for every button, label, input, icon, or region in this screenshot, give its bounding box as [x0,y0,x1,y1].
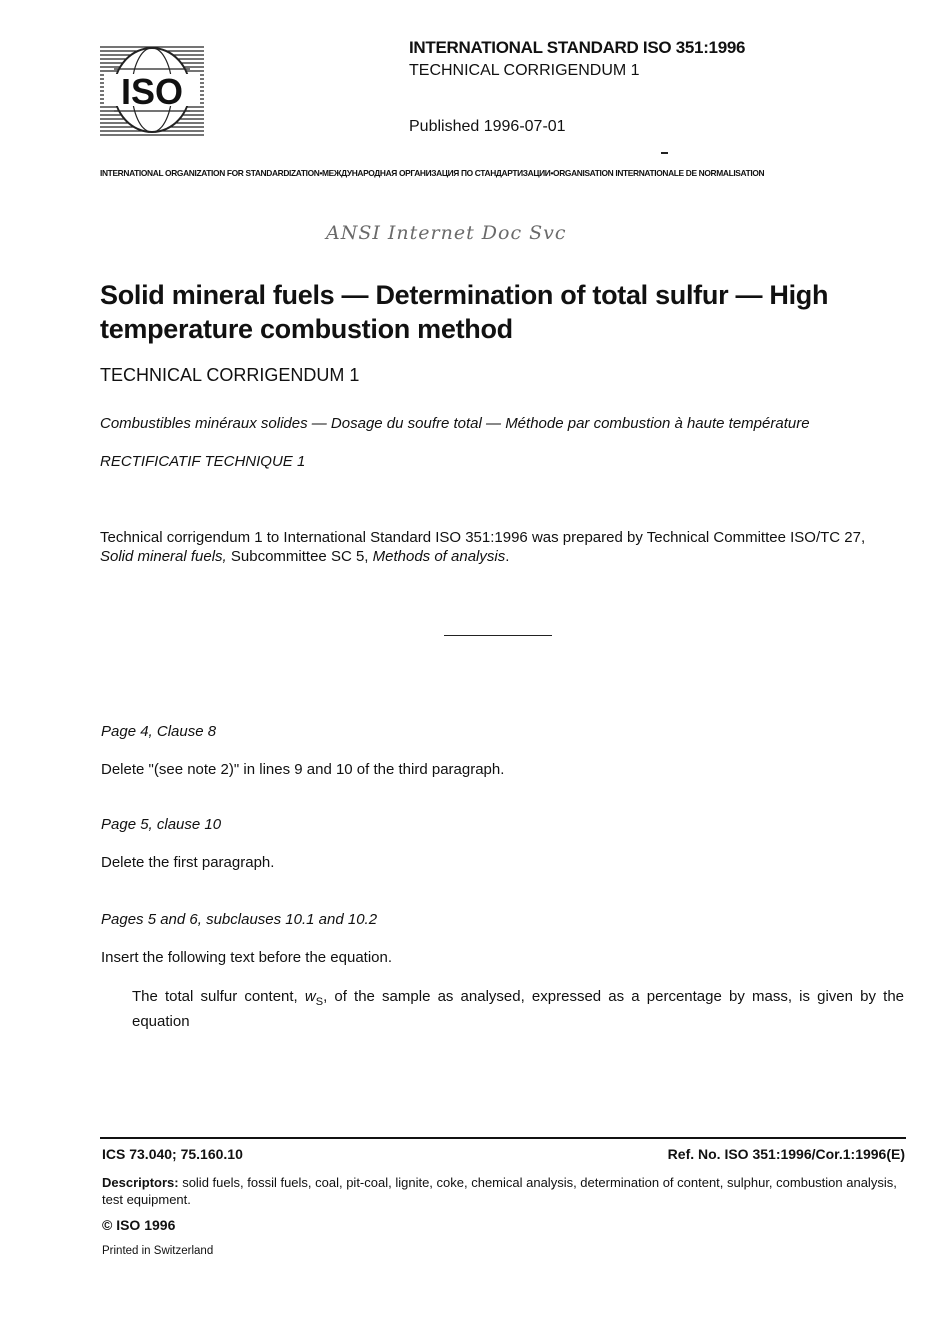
section-heading: Page 5, clause 10 [101,816,222,833]
prep-committee-name: Solid mineral fuels, [100,548,227,565]
section-heading: Pages 5 and 6, subclauses 10.1 and 10.2 [101,911,378,928]
header-title: INTERNATIONAL STANDARD ISO 351:1996 [409,38,746,57]
ics-code: ICS 73.040; 75.160.10 [102,1146,243,1162]
prep-line-1: Technical corrigendum 1 to International Standard ISO 351:1996 was prepared by Technical Committee ISO/TC 27, [100,529,866,546]
french-corrigendum-label: RECTIFICATIF TECHNIQUE 1 [100,453,306,470]
footer-rule [100,1137,906,1139]
prep-period: . [505,548,510,565]
organization-line: INTERNATIONAL ORGANIZATION FOR STANDARDIZATION•МЕЖДУНАРОДНАЯ ОРГАНИЗАЦИЯ ПО СТАНДАРТИЗАЦИИ•ORGANISATION INTERNATIONALE DE NORMALISATION [100,168,765,178]
section-text: Delete "(see note 2)" in lines 9 and 10 of the third paragraph. [101,761,505,778]
quote-symbol: w [304,988,316,1005]
iso-logo-graphic [100,44,204,137]
french-title: Combustibles minéraux solides — Dosage du soufre total — Méthode par combustion à haute température [100,415,810,432]
section-text: Insert the following text before the equation. [101,949,393,966]
printed-in: Printed in Switzerland [102,1245,214,1257]
inserted-text-quote [132,987,904,1031]
separator-rule [444,635,552,636]
mark-dash [661,152,668,154]
quote-subscript: S [315,996,324,1008]
quote-before: The total sulfur content, [132,988,305,1005]
reference-number: Ref. No. ISO 351:1996/Cor.1:1996(E) [667,1146,905,1162]
technical-corrigendum-label: TECHNICAL CORRIGENDUM 1 [100,365,360,385]
descriptors-text: solid fuels, fossil fuels, coal, pit-coal, lignite, coke, chemical analysis, determination of content, sulphur, combustion analysis, test equipment. [102,1175,897,1207]
iso-logo [100,44,204,137]
header-subtitle: TECHNICAL CORRIGENDUM 1 [409,62,640,79]
descriptors [102,1174,902,1208]
descriptors-label: Descriptors: [102,1175,179,1190]
section-text: Delete the first paragraph. [101,854,275,871]
ansi-stamp: ANSI Internet Doc Svc [326,222,567,244]
quote-after: , of the sample as analysed, expressed as a percentage by mass, is given by the equation [132,988,904,1030]
preparation-statement [100,528,910,566]
prep-subcommittee: Subcommittee SC 5, [226,548,373,565]
document-title: Solid mineral fuels — Determination of total sulfur — High temperature combustion method [100,280,829,344]
iso-logo-text: ISO [120,71,184,112]
prep-subcommittee-name: Methods of analysis [372,548,506,565]
publication-date: Published 1996-07-01 [409,118,566,135]
section-heading: Page 4, Clause 8 [101,723,217,740]
copyright: © ISO 1996 [102,1217,176,1233]
